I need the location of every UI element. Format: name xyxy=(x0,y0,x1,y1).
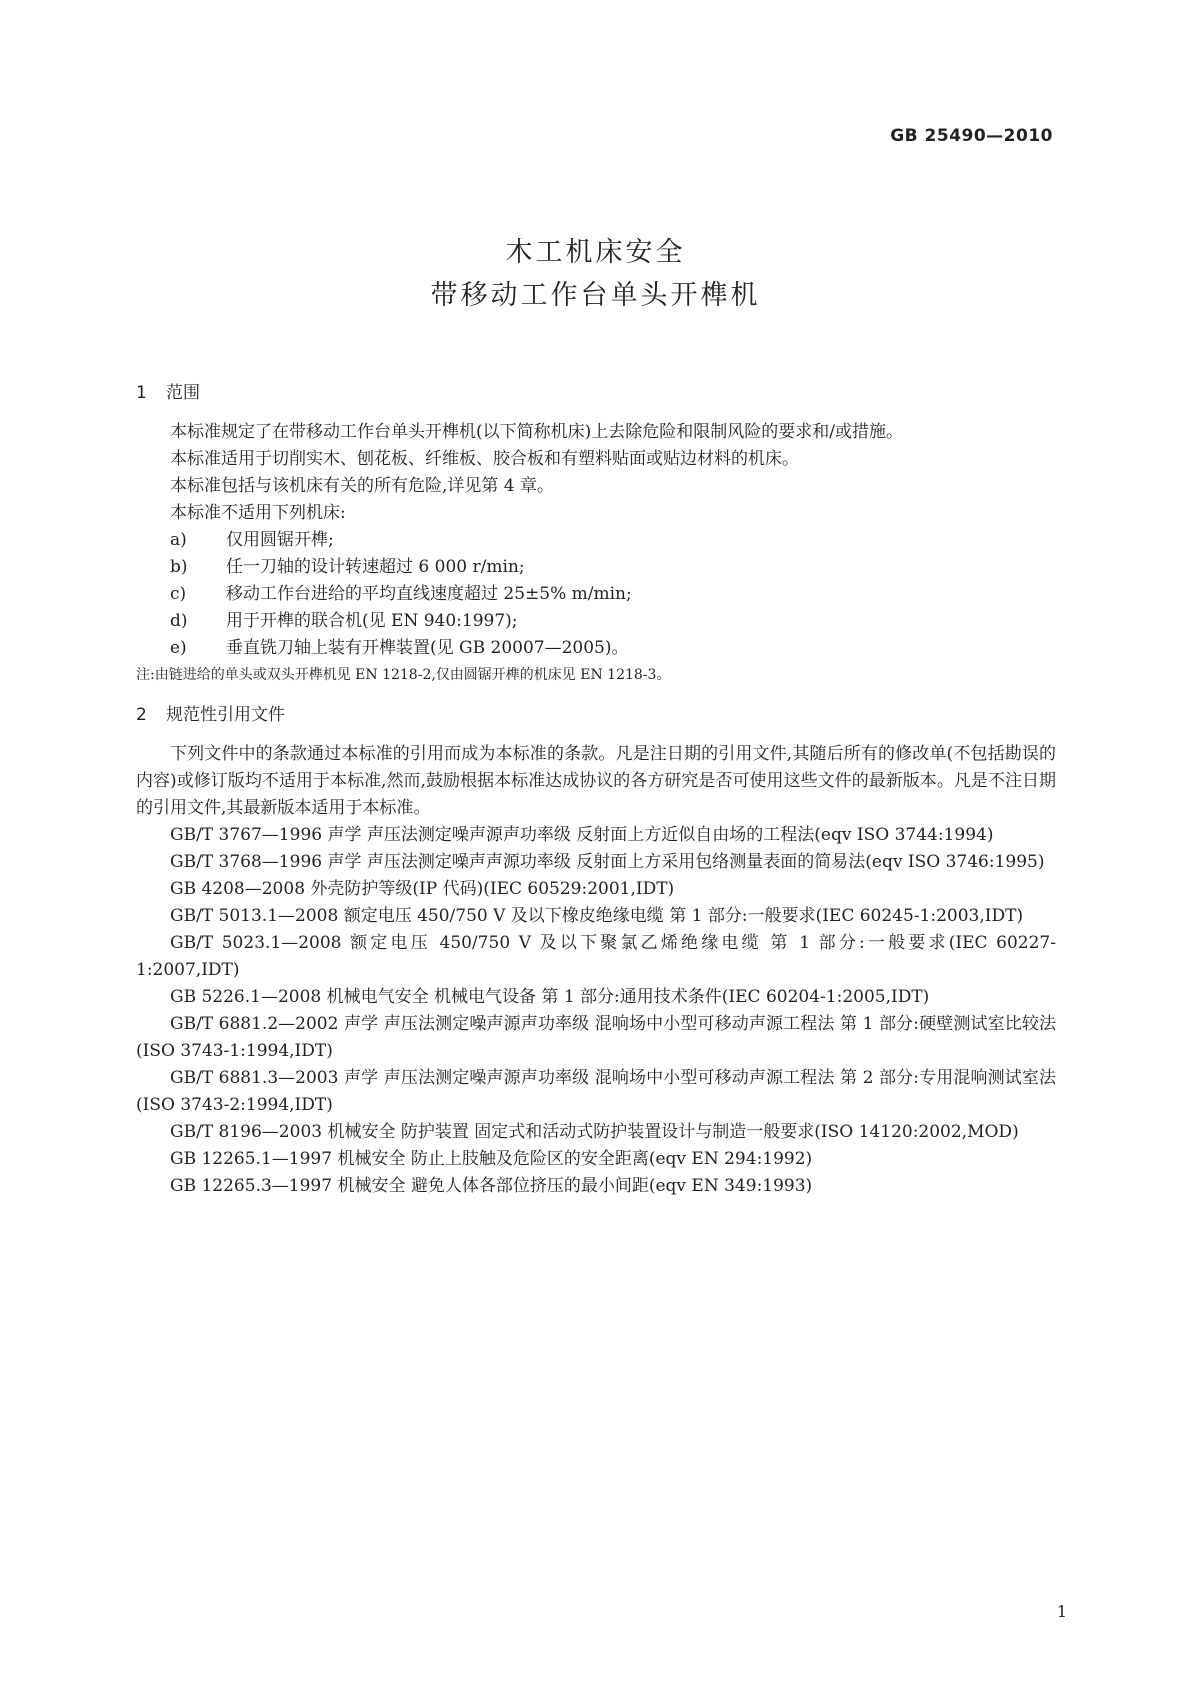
list-text: 用于开榫的联合机(见 EN 940:1997); xyxy=(226,611,518,631)
list-item xyxy=(136,527,1056,554)
list-item xyxy=(136,554,1056,581)
reference-item: GB/T 6881.3—2003 声学 声压法测定噪声源声功率级 混响场中小型可移动声源工程法 第 2 部分:专用混响测试室法(ISO 3743-2:1994,IDT) xyxy=(136,1068,1056,1115)
note: 注:由链进给的单头或双头开榫机见 EN 1218-2,仅由圆锯开榫的机床见 EN 1218-3。 xyxy=(136,667,671,683)
section-title: 范围 xyxy=(166,383,200,403)
reference-item: GB 12265.1—1997 机械安全 防止上肢触及危险区的安全距离(eqv EN 294:1992) xyxy=(170,1149,813,1169)
list-item xyxy=(136,635,1056,662)
document-title-line2: 带移动工作台单头开榫机 xyxy=(430,280,761,311)
paragraph: 本标准不适用下列机床: xyxy=(170,503,346,523)
paragraph: 下列文件中的条款通过本标准的引用而成为本标准的条款。凡是注日期的引用文件,其随后所有的修改单(不包括勘误的内容)或修订版均不适用于本标准,然而,鼓励根据本标准达成协议的各方研究是否可使用这些文件的最新版本。凡是不注日期的引用文件,其最新版本适用于本标准。 xyxy=(136,744,1056,818)
reference-item: GB/T 3767—1996 声学 声压法测定噪声源声功率级 反射面上方近似自由场的工程法(eqv ISO 3744:1994) xyxy=(170,825,994,845)
reference-item: GB/T 5013.1—2008 额定电压 450/750 V 及以下橡皮绝缘电缆 第 1 部分:一般要求(IEC 60245-1:2003,IDT) xyxy=(170,906,1024,926)
paragraph: 本标准规定了在带移动工作台单头开榫机(以下简称机床)上去除危险和限制风险的要求和/或措施。 xyxy=(170,422,903,442)
reference-item: GB 4208—2008 外壳防护等级(IP 代码)(IEC 60529:2001,IDT) xyxy=(170,879,675,899)
standard-number: GB 25490—2010 xyxy=(890,126,1053,146)
page-number: 1 xyxy=(1056,1602,1067,1621)
list-label: e) xyxy=(170,638,187,658)
list-text: 仅用圆锯开榫; xyxy=(226,530,334,550)
section-title: 规范性引用文件 xyxy=(166,705,285,725)
section-2-heading xyxy=(136,698,1056,732)
section-1-heading xyxy=(136,376,1056,410)
document-body xyxy=(136,376,1056,1200)
document-title-line1: 木工机床安全 xyxy=(505,237,686,268)
list-text: 垂直铣刀轴上装有开榫装置(见 GB 20007—2005)。 xyxy=(226,638,629,658)
reference-item: GB 12265.3—1997 机械安全 避免人体各部位挤压的最小间距(eqv EN 349:1993) xyxy=(170,1176,813,1196)
list-text: 移动工作台进给的平均直线速度超过 25±5% m/min; xyxy=(226,584,632,604)
reference-item: GB/T 6881.2—2002 声学 声压法测定噪声源声功率级 混响场中小型可移动声源工程法 第 1 部分:硬壁测试室比较法(ISO 3743-1:1994,IDT) xyxy=(136,1014,1056,1061)
list-item xyxy=(136,581,1056,608)
paragraph: 本标准适用于切削实木、刨花板、纤维板、胶合板和有塑料贴面或贴边材料的机床。 xyxy=(170,449,799,469)
list-label: b) xyxy=(170,557,188,577)
reference-item: GB/T 8196—2003 机械安全 防护装置 固定式和活动式防护装置设计与制造一般要求(ISO 14120:2002,MOD) xyxy=(170,1122,1019,1142)
list-text: 任一刀轴的设计转速超过 6 000 r/min; xyxy=(226,557,525,577)
section-number: 1 xyxy=(136,383,147,403)
section-number: 2 xyxy=(136,705,147,725)
reference-item: GB 5226.1—2008 机械电气安全 机械电气设备 第 1 部分:通用技术条件(IEC 60204-1:2005,IDT) xyxy=(170,987,930,1007)
reference-item: GB/T 3768—1996 声学 声压法测定噪声声源功率级 反射面上方采用包络测量表面的简易法(eqv ISO 3746:1995) xyxy=(170,852,1045,872)
list-item xyxy=(136,608,1056,635)
list-label: a) xyxy=(170,530,187,550)
paragraph: 本标准包括与该机床有关的所有危险,详见第 4 章。 xyxy=(170,476,555,496)
list-label: d) xyxy=(170,611,188,631)
reference-item: GB/T 5023.1—2008 额定电压 450/750 V 及以下聚氯乙烯绝缘电缆 第 1 部分:一般要求(IEC 60227-1:2007,IDT) xyxy=(136,933,1056,980)
list-label: c) xyxy=(170,584,187,604)
